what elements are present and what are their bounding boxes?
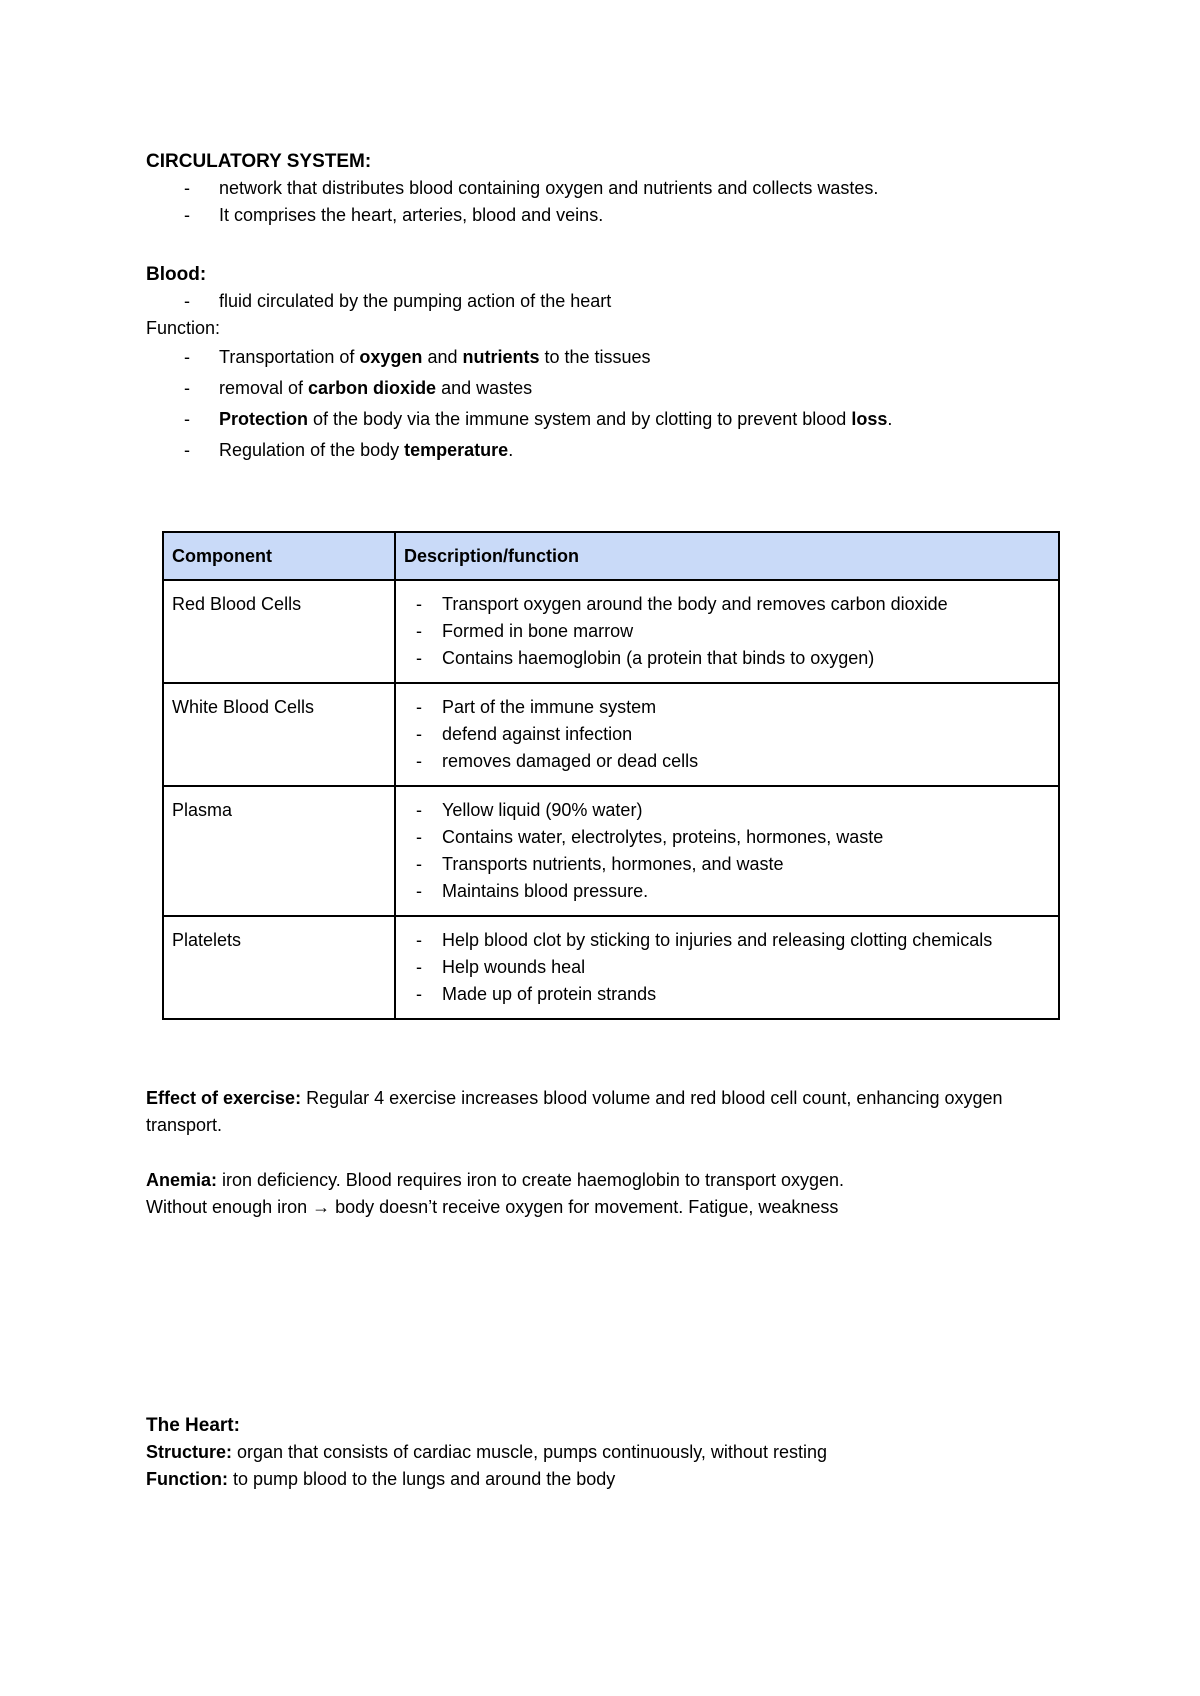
intro-section xyxy=(146,148,878,229)
list-item: - Contains haemoglobin (a protein that binds to oxygen) xyxy=(404,645,1050,672)
table-header-row xyxy=(163,532,1059,580)
component-cell: Red Blood Cells xyxy=(163,580,395,683)
list-item: - Transports nutrients, hormones, and waste xyxy=(404,851,1050,878)
list-item: - defend against infection xyxy=(404,721,1050,748)
exercise-text: Regular 4 exercise increases blood volume and red blood cell count, enhancing oxygen transport. xyxy=(146,1088,1003,1135)
description-list xyxy=(404,797,1050,905)
text: and xyxy=(422,347,463,367)
text: . xyxy=(508,440,514,460)
table-row xyxy=(163,580,1059,683)
list-item: - Part of the immune system xyxy=(404,694,1050,721)
keyword: loss xyxy=(851,409,888,429)
keyword: nutrients xyxy=(462,347,540,367)
structure-text: organ that consists of cardiac muscle, pumps continuously, without resting xyxy=(232,1442,827,1462)
list-item: - Help blood clot by sticking to injuries and releasing clotting chemicals xyxy=(404,927,1050,954)
blood-definition: - fluid circulated by the pumping action of the heart xyxy=(146,288,892,315)
anemia-label: Anemia: xyxy=(146,1170,218,1190)
list-item: - Formed in bone marrow xyxy=(404,618,1050,645)
function-list xyxy=(146,342,892,466)
text: to the tissues xyxy=(539,347,651,367)
list-item: - removes damaged or dead cells xyxy=(404,748,1050,775)
page-title: CIRCULATORY SYSTEM: xyxy=(146,151,372,172)
list-item xyxy=(146,404,892,435)
heart-heading: The Heart: xyxy=(146,1415,240,1436)
heart-section xyxy=(146,1412,827,1493)
list-item xyxy=(146,373,892,404)
anemia-line: Without enough iron → body doesn’t receive oxygen for movement. Fatigue, weakness xyxy=(146,1197,839,1217)
exercise-paragraph xyxy=(146,1085,1046,1139)
function-label: Function: xyxy=(146,1469,228,1489)
intro-list xyxy=(146,175,878,229)
text: of the body via the immune system and by clotting to prevent blood xyxy=(308,409,852,429)
component-cell: Platelets xyxy=(163,916,395,1019)
heart-function xyxy=(146,1466,827,1493)
description-list xyxy=(404,591,1050,672)
list-item xyxy=(146,342,892,373)
function-label: Function: xyxy=(146,318,221,338)
list-item: - Made up of protein strands xyxy=(404,981,1050,1008)
blood-section xyxy=(146,261,892,466)
text: and wastes xyxy=(436,378,533,398)
text: . xyxy=(887,409,893,429)
blood-definition-list xyxy=(146,288,892,315)
component-cell: Plasma xyxy=(163,786,395,916)
list-item: - network that distributes blood containing oxygen and nutrients and collects wastes. xyxy=(146,175,878,202)
blood-heading: Blood: xyxy=(146,264,207,285)
table-row xyxy=(163,683,1059,786)
component-cell: White Blood Cells xyxy=(163,683,395,786)
anemia-line xyxy=(146,1167,1066,1194)
keyword: oxygen xyxy=(359,347,423,367)
list-item: - Help wounds heal xyxy=(404,954,1050,981)
anemia-text: iron deficiency. Blood requires iron to create haemoglobin to transport oxygen. xyxy=(217,1170,845,1190)
table-row xyxy=(163,916,1059,1019)
list-item: - It comprises the heart, arteries, blood and veins. xyxy=(146,202,878,229)
list-item: - Maintains blood pressure. xyxy=(404,878,1050,905)
table-header: Component xyxy=(163,532,395,580)
text: removal of xyxy=(219,378,309,398)
description-cell xyxy=(395,786,1059,916)
description-cell xyxy=(395,580,1059,683)
text: Transportation of xyxy=(219,347,360,367)
exercise-label: Effect of exercise: xyxy=(146,1088,302,1108)
keyword: temperature xyxy=(404,440,509,460)
list-item: - Yellow liquid (90% water) xyxy=(404,797,1050,824)
heart-structure xyxy=(146,1439,827,1466)
table-header: Description/function xyxy=(395,532,1059,580)
anemia-paragraph xyxy=(146,1167,1066,1221)
description-cell xyxy=(395,916,1059,1019)
keyword: carbon dioxide xyxy=(308,378,437,398)
text: Regulation of the body xyxy=(219,440,405,460)
list-item: - Contains water, electrolytes, proteins, hormones, waste xyxy=(404,824,1050,851)
description-cell xyxy=(395,683,1059,786)
function-text: to pump blood to the lungs and around the body xyxy=(227,1469,616,1489)
structure-label: Structure: xyxy=(146,1442,233,1462)
table-row xyxy=(163,786,1059,916)
list-item xyxy=(146,435,892,466)
description-list xyxy=(404,927,1050,1008)
blood-components-table xyxy=(162,531,1060,1020)
description-list xyxy=(404,694,1050,775)
keyword: Protection xyxy=(219,409,309,429)
list-item: - Transport oxygen around the body and removes carbon dioxide xyxy=(404,591,1050,618)
